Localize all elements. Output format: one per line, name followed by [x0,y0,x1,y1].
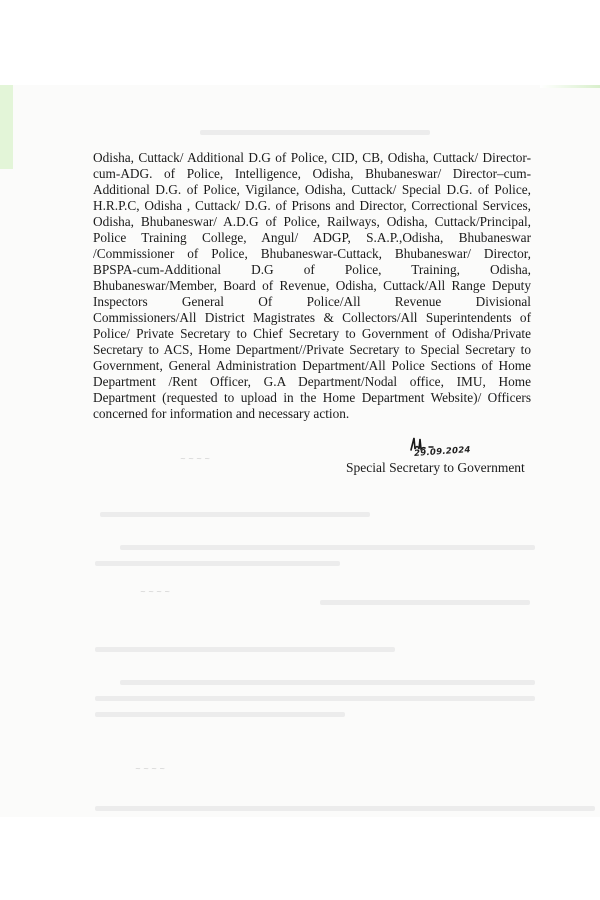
paragraph-line: Bhubaneswar/Member, Board of Revenue, Odisha, Cuttack/All Range Deputy [93,278,531,293]
paragraph-line: Department /Rent Officer, G.A Department/Nodal office, IMU, Home [93,374,531,389]
bleed-through-line [95,712,345,717]
bleed-through-line [95,647,395,652]
page-edge-strip [0,85,13,169]
signatory-title: Special Secretary to Government [346,460,525,475]
signature-block [340,436,540,486]
bleed-through-initials: ~ ~ ~ ~ [140,588,171,596]
paragraph-line: Additional D.G. of Police, Vigilance, Odisha, Cuttack/ Special D.G. of Police, [93,182,531,197]
bleed-through-line [120,545,535,550]
page-edge-strip-top-right [540,85,600,88]
paragraph-line: Odisha, Cuttack/ Additional D.G of Police, CID, CB, Odisha, Cuttack/ Director- [93,150,531,165]
paragraph-line: Inspectors General Of Police/All Revenue Divisional [93,294,531,309]
paragraph-line: cum-ADG. of Police, Intelligence, Odisha, Bhubaneswar/ Director–cum- [93,166,531,181]
paragraph-line: Police Training College, Angul/ ADGP, S.A.P.,Odisha, Bhubaneswar [93,230,531,245]
distribution-paragraph [93,150,531,422]
signature-date: 29.09.2024 [413,445,472,459]
bleed-through-line [320,600,530,605]
paragraph-line: Secretary to ACS, Home Department//Private Secretary to Special Secretary to [93,342,531,357]
paragraph-line: BPSPA-cum-Additional D.G of Police, Training, Odisha, [93,262,531,277]
paragraph-line: Police/ Private Secretary to Chief Secretary to Government of Odisha/Private [93,326,531,341]
paragraph-line: /Commissioner of Police, Bhubaneswar-Cuttack, Bhubaneswar/ Director, [93,246,531,261]
bleed-through-line [95,806,595,811]
paragraph-line: concerned for information and necessary action. [93,406,350,421]
bleed-through-line [120,680,535,685]
paragraph-line: Department (requested to upload in the Home Department Website)/ Officers [93,390,531,405]
bleed-through-initials: ~ ~ ~ ~ [135,765,166,773]
bleed-through-line [95,696,535,701]
bleed-through-line [95,561,340,566]
paragraph-line: Commissioners/All District Magistrates & Collectors/All Superintendents of [93,310,531,325]
bleed-through-line [100,512,370,517]
paragraph-line: Government, General Administration Department/All Police Sections of Home [93,358,531,373]
bleed-through-initials: ~ ~ ~ ~ [180,455,211,463]
paragraph-line: H.R.P.C, Odisha , Cuttack/ D.G. of Prisons and Director, Correctional Services, [93,198,531,213]
paragraph-line: Odisha, Bhubaneswar/ A.D.G of Police, Railways, Odisha, Cuttack/Principal, [93,214,531,229]
bleed-through-line [200,130,430,135]
